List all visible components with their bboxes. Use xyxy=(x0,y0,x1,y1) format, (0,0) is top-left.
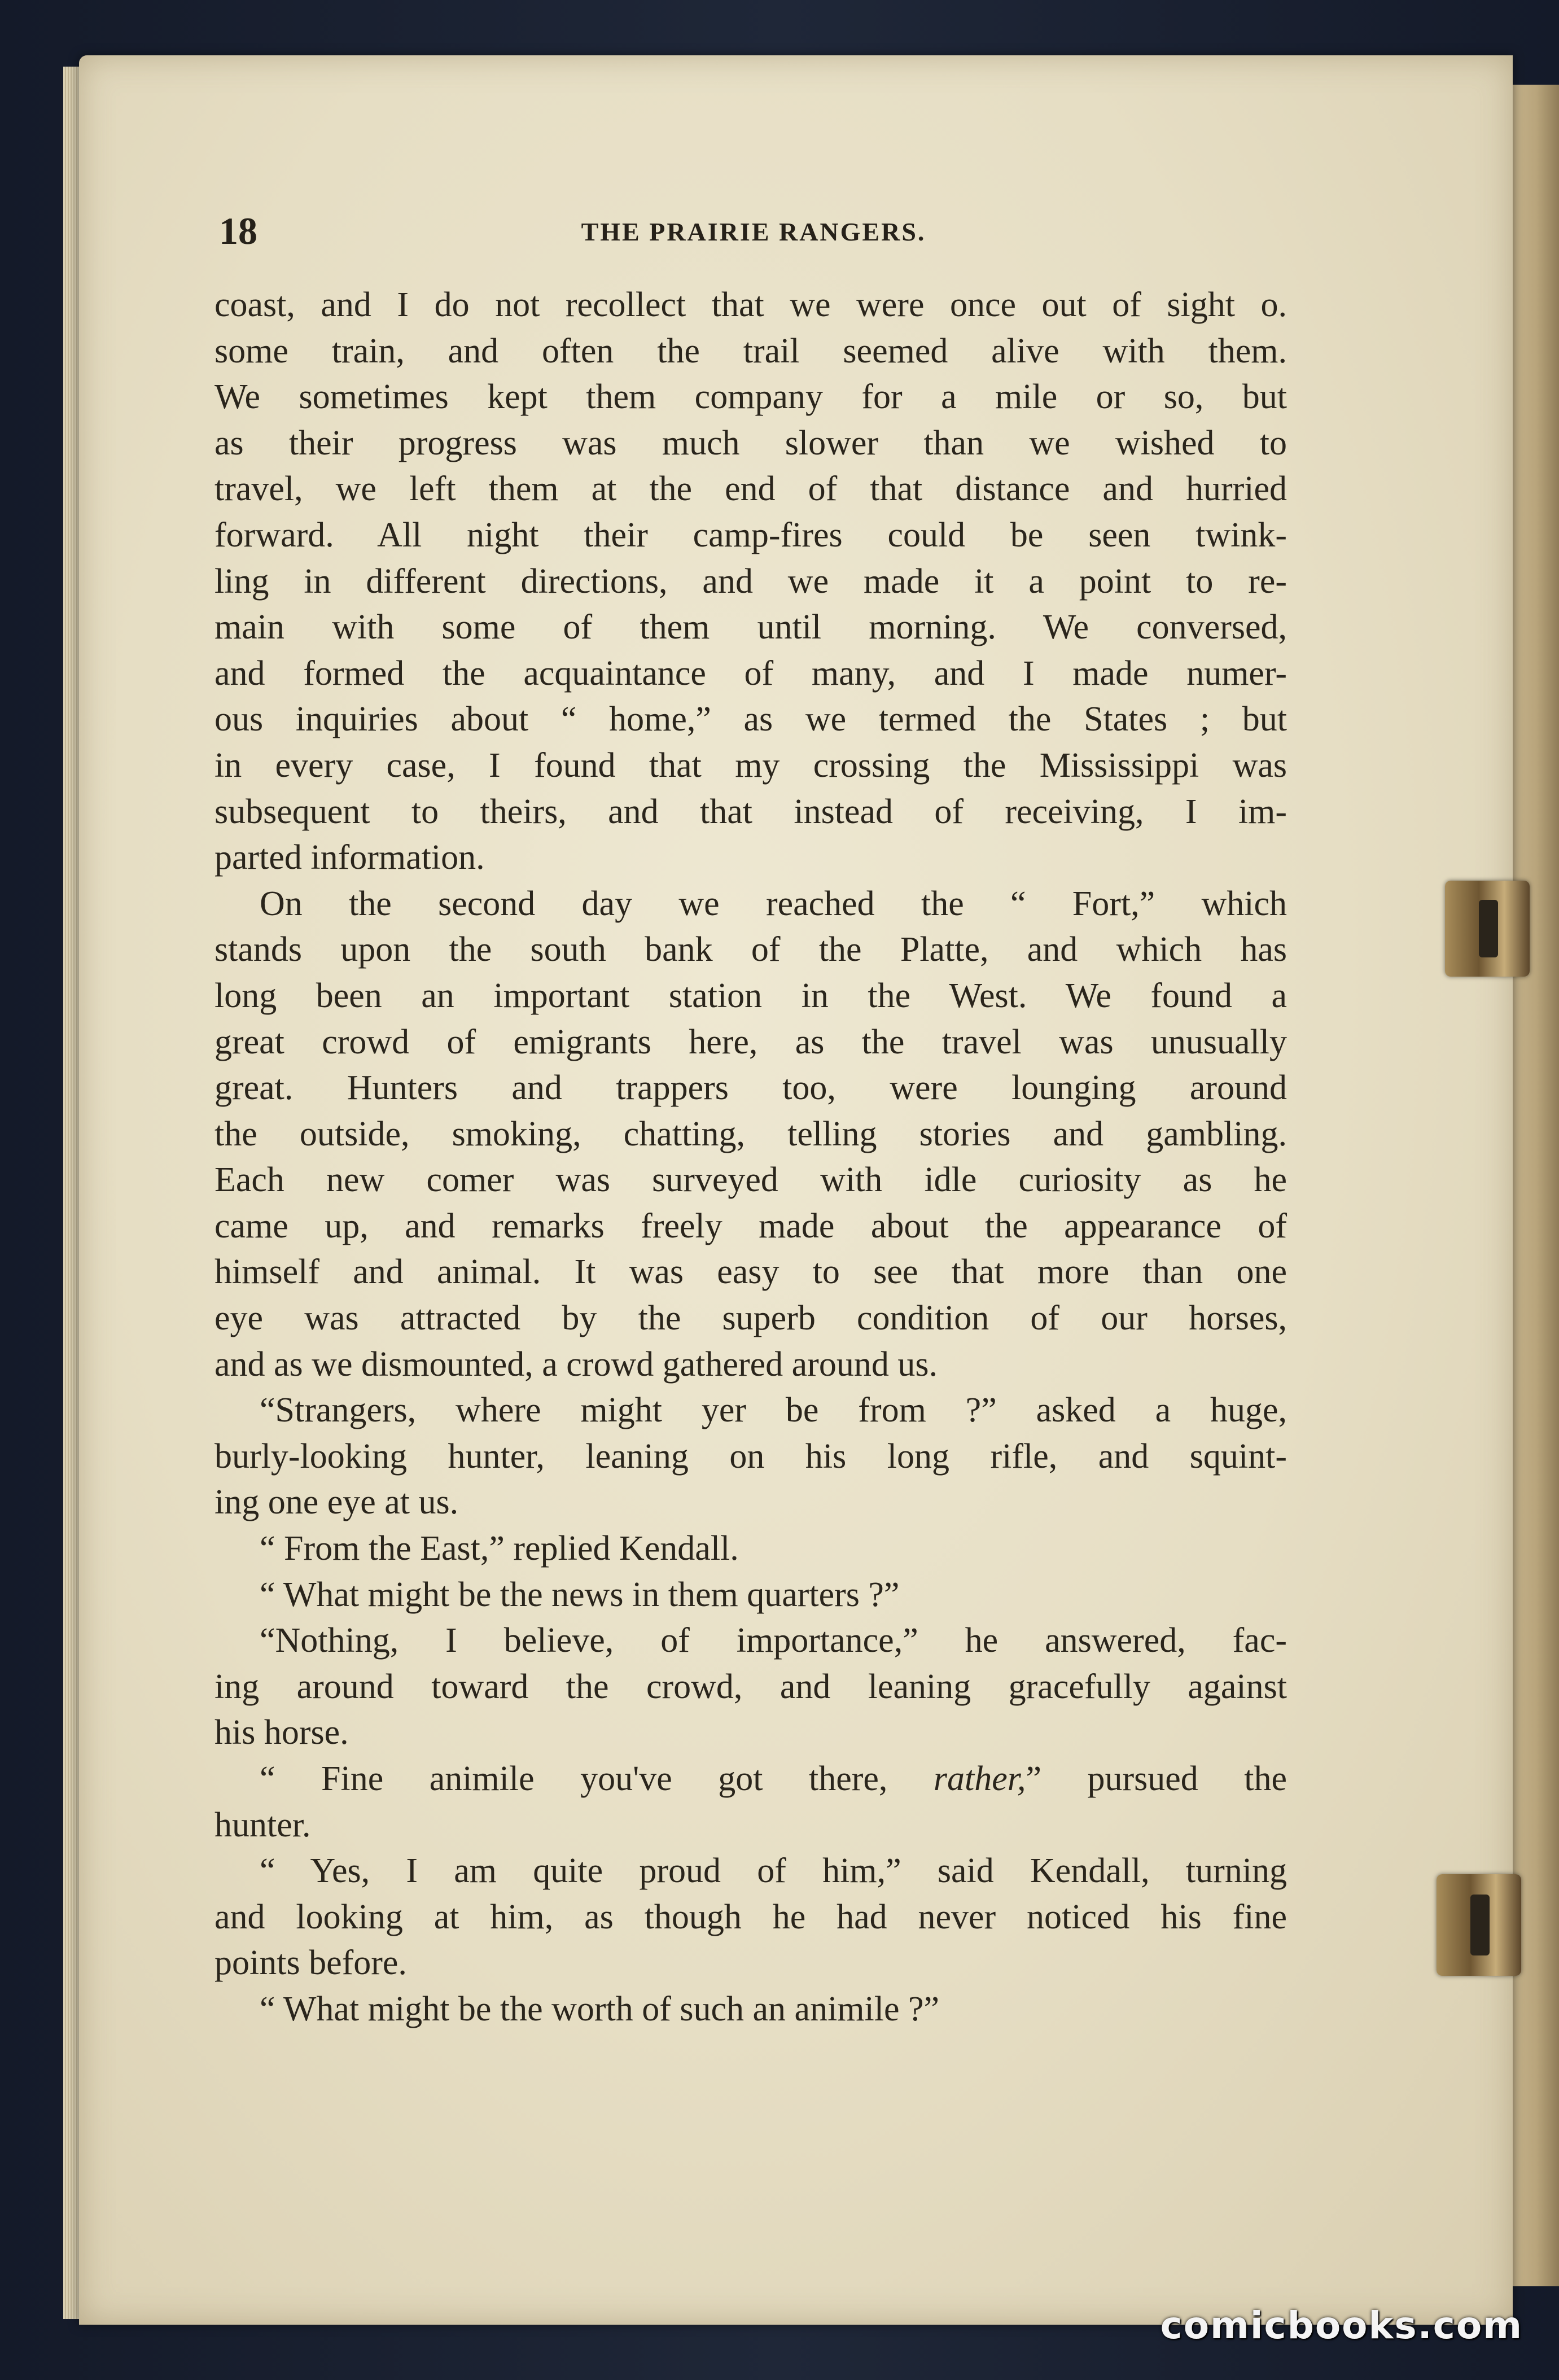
running-head: THE PRAIRIE RANGERS. xyxy=(581,217,926,246)
text-line: Each new comer was surveyed with idle curiosity as he xyxy=(214,1161,1287,1200)
text-line: coast, and I do not recollect that we were once out of sight o. xyxy=(214,286,1287,324)
text-line: eye was attracted by the superb condition of our horses, xyxy=(214,1299,1287,1338)
text-line: “ Yes, I am quite proud of him,” said Kendall, turning xyxy=(260,1852,1287,1891)
text-line: and looking at him, as though he had never noticed his fine xyxy=(214,1897,1287,1936)
text-line: some train, and often the trail seemed alive with them. xyxy=(214,331,1287,370)
text-line: in every case, I found that my crossing the Mississippi was xyxy=(214,746,1287,785)
line-end: ” pursued the xyxy=(1026,1760,1287,1798)
italic-word: rather, xyxy=(933,1760,1026,1798)
text-line: On the second day we reached the “ Fort,” which xyxy=(260,884,1287,923)
body-text xyxy=(214,282,1287,2033)
text-line: great crowd of emigrants here, as the travel was unusually xyxy=(214,1022,1287,1061)
text-line: points before. xyxy=(214,1944,407,1983)
page-number: 18 xyxy=(219,209,257,252)
text-line: ing around toward the crowd, and leaning gracefully against xyxy=(214,1667,1287,1706)
text-line: main with some of them until morning. We conversed, xyxy=(214,608,1287,647)
text-line: great. Hunters and trappers too, were lounging around xyxy=(214,1069,1287,1108)
text-line xyxy=(214,1756,1287,1803)
page-stack-edge xyxy=(63,67,80,2319)
text-line: and as we dismounted, a crowd gathered around us. xyxy=(214,1345,938,1384)
staple-lower xyxy=(1437,1874,1521,1976)
text-line: We sometimes kept them company for a mile or so, but xyxy=(214,378,1287,417)
text-line: hunter. xyxy=(214,1805,311,1844)
page-header xyxy=(214,209,1293,260)
text-line: parted information. xyxy=(214,838,485,877)
text-line: himself and animal. It was easy to see that more than one xyxy=(214,1253,1287,1292)
staple-upper xyxy=(1445,881,1530,977)
line-start: “ Fine animile you've got there, xyxy=(260,1760,934,1798)
text-line: “Strangers, where might yer be from ?” asked a huge, xyxy=(260,1391,1287,1430)
text-line: “Nothing, I believe, of importance,” he answered, fac- xyxy=(260,1621,1287,1660)
watermark: comicbooks.com xyxy=(1160,2304,1523,2347)
text-line: “ From the East,” replied Kendall. xyxy=(260,1529,739,1568)
text-line: ling in different directions, and we made it a point to re- xyxy=(214,562,1287,601)
text-line: his horse. xyxy=(214,1713,349,1752)
text-line: stands upon the south bank of the Platte, and which has xyxy=(214,930,1287,969)
text-line: travel, we left them at the end of that distance and hurried xyxy=(214,470,1287,509)
text-line: burly-looking hunter, leaning on his long rifle, and squint- xyxy=(214,1437,1287,1476)
text-line: ous inquiries about “ home,” as we termed the States ; but xyxy=(214,700,1287,739)
text-line: the outside, smoking, chatting, telling stories and gambling. xyxy=(214,1114,1287,1153)
text-line: ing one eye at us. xyxy=(214,1483,459,1522)
text-line: forward. All night their camp-fires could be seen twink- xyxy=(214,515,1287,554)
text-line: subsequent to theirs, and that instead of receiving, I im- xyxy=(214,792,1287,831)
text-line: and formed the acquaintance of many, and I made numer- xyxy=(214,654,1287,693)
text-line: “ What might be the news in them quarters ?” xyxy=(260,1575,900,1614)
text-line: came up, and remarks freely made about the appearance of xyxy=(214,1206,1287,1245)
text-line: long been an important station in the West. We found a xyxy=(214,976,1287,1015)
text-line: as their progress was much slower than we wished to xyxy=(214,423,1287,462)
text-line: “ What might be the worth of such an animile ?” xyxy=(260,1989,940,2028)
